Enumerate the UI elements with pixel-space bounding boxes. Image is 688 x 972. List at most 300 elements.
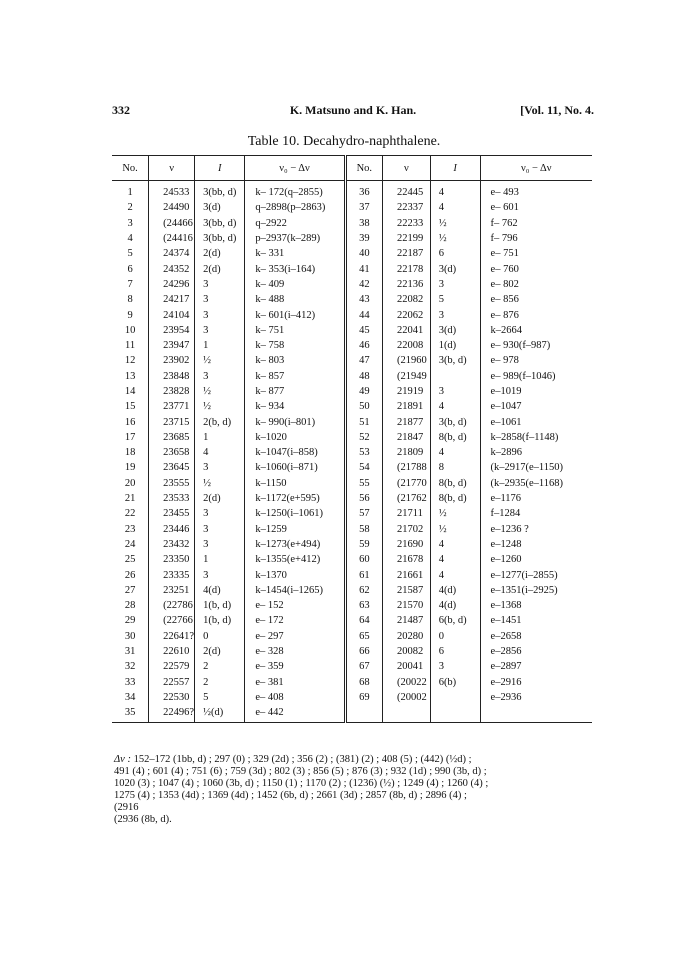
col-header-no-2: No.: [345, 156, 382, 181]
cell-shift: (k–2935(e–1168): [480, 476, 592, 491]
cell-intensity: 2: [195, 659, 245, 674]
cell-no: 38: [345, 216, 382, 231]
cell-shift: k– 331: [245, 246, 345, 261]
cell-intensity: ½: [430, 231, 480, 246]
cell-intensity: 8(b, d): [430, 476, 480, 491]
cell-no: 22: [124, 508, 136, 520]
cell-shift: k– 601(i–412): [245, 307, 345, 322]
cell-no: 7: [127, 278, 133, 290]
cell-shift: e–1368: [480, 598, 592, 613]
cell-shift: f–1284: [480, 506, 592, 521]
cell-no: 25: [124, 554, 136, 566]
cell-no: 35: [112, 705, 149, 723]
cell-nu: 23455: [149, 506, 195, 521]
cell-nu: 22187: [382, 246, 430, 261]
cell-no: 61: [345, 567, 382, 582]
cell-intensity: ½: [430, 522, 480, 537]
cell-nu: 22610: [149, 644, 195, 659]
cell-no: 6: [127, 263, 133, 275]
cell-no: 69: [345, 690, 382, 705]
cell-no: 58: [345, 522, 382, 537]
cell-intensity: 4: [430, 200, 480, 215]
cell-no: 40: [345, 246, 382, 261]
cell-no: 14: [124, 386, 136, 397]
cell-intensity: 2(d): [195, 246, 245, 261]
cell-no: 47: [345, 353, 382, 368]
cell-nu: 23533: [149, 491, 195, 506]
cell-nu: 22445: [382, 181, 430, 201]
table-row: [112, 460, 592, 475]
cell-shift: f– 796: [480, 231, 592, 246]
cell-nu: 22008: [382, 338, 430, 353]
table-caption: Table 10. Decahydro-naphthalene.: [247, 134, 441, 149]
cell-intensity: 3(bb, d): [195, 231, 245, 246]
cell-intensity: 3: [195, 460, 245, 475]
cell-intensity: 4: [430, 567, 480, 582]
table-row: [112, 598, 592, 613]
table-row: [112, 659, 592, 674]
cell-intensity: 3(b, d): [430, 353, 480, 368]
table-row: [112, 613, 592, 628]
cell-intensity: 3: [430, 277, 480, 292]
cell-nu: 24104: [149, 307, 195, 322]
cell-shift: k–1047(i–858): [245, 445, 345, 460]
table-row: [112, 506, 592, 521]
col-header-shift-2: ν₀ − Δν: [480, 156, 592, 181]
cell-shift: e–2897: [480, 659, 592, 674]
cell-intensity: 1: [195, 430, 245, 445]
cell-shift: e– 601: [480, 200, 592, 215]
cell-nu: 22641?: [149, 629, 195, 644]
cell-shift: k– 990(i–801): [245, 414, 345, 429]
cell-nu: 21877: [382, 414, 430, 429]
cell-no: 43: [345, 292, 382, 307]
cell-nu: 23658: [149, 445, 195, 460]
cell-nu: 23685: [149, 430, 195, 445]
cell-intensity: ½: [430, 506, 480, 521]
cell-intensity: 4: [430, 537, 480, 552]
footnote-line: (2916: [114, 802, 139, 813]
cell-no: 37: [345, 200, 382, 215]
table-row: [112, 323, 592, 338]
cell-no: 48: [345, 369, 382, 384]
cell-intensity: 3(d): [430, 323, 480, 338]
cell-no: 11: [125, 340, 136, 352]
cell-shift: k– 877: [245, 384, 345, 399]
table-row: [112, 690, 592, 705]
cell-nu: 21570: [382, 598, 430, 613]
cell-no: 54: [345, 460, 382, 475]
cell-no: 53: [345, 445, 382, 460]
cell-no: 41: [345, 261, 382, 276]
cell-intensity: ½: [195, 476, 245, 491]
cell-nu: 24217: [149, 292, 195, 307]
cell-shift: e–1061: [480, 414, 592, 429]
cell-intensity: ½(d): [195, 705, 245, 723]
cell-intensity: 3(b, d): [430, 414, 480, 429]
cell-nu: 21487: [382, 613, 430, 628]
cell-shift: k–1370: [245, 567, 345, 582]
cell-shift: e– 493: [480, 181, 592, 201]
col-header-shift: ν₀ − Δν: [245, 156, 345, 181]
cell-no: 30: [124, 630, 136, 642]
table-header-row: [112, 156, 592, 181]
cell-nu: 23828: [149, 384, 195, 399]
cell-nu: 23335: [149, 567, 195, 582]
cell-no: 23: [124, 523, 136, 535]
cell-no: 19: [124, 462, 136, 474]
cell-no: 21: [124, 493, 136, 505]
footnote-text: 152–172 (1bb, d) ; 297 (0) ; 329 (2d) ; 356 (2) ; (381) (2) ; 408 (5) ; (442) (½d) ;: [133, 754, 472, 765]
col-header-intensity-2: I: [430, 156, 480, 181]
cell-intensity: 3(bb, d): [195, 181, 245, 201]
cell-no: 52: [345, 430, 382, 445]
cell-nu: (22766: [149, 613, 195, 628]
cell-intensity: 4: [430, 445, 480, 460]
cell-no: 67: [345, 659, 382, 674]
footnote-line: 1020 (3) ; 1047 (4) ; 1060 (3b, d) ; 1150 (1) ; 1170 (2) ; (1236) (½) ; 1249 (4) ; 1260 (4) ;: [114, 778, 489, 789]
cell-shift: e– 989(f–1046): [480, 369, 592, 384]
page-number: 332: [112, 103, 130, 117]
table-row: [112, 445, 592, 460]
cell-shift: e– 328: [245, 644, 345, 659]
cell-shift: k– 488: [245, 292, 345, 307]
cell-shift: e– 856: [480, 292, 592, 307]
cell-shift: k– 751: [245, 323, 345, 338]
cell-intensity: 8: [430, 460, 480, 475]
cell-no: 62: [345, 583, 382, 598]
table-row: [112, 216, 592, 231]
cell-no: 15: [124, 401, 136, 413]
cell-shift: e–1236 ?: [480, 522, 592, 537]
cell-intensity: 6: [430, 246, 480, 261]
cell-nu: 21690: [382, 537, 430, 552]
cell-nu: 22530: [149, 690, 195, 705]
cell-intensity: 2(d): [195, 644, 245, 659]
cell-intensity: 5: [195, 690, 245, 705]
cell-intensity: 3: [195, 292, 245, 307]
table-row: [112, 583, 592, 598]
cell-intensity: 1: [195, 338, 245, 353]
cell-nu: 22062: [382, 307, 430, 322]
footnote: [114, 754, 592, 826]
cell-shift: k–1172(e+595): [245, 491, 345, 506]
cell-intensity: ½: [195, 384, 245, 399]
cell-shift: k– 857: [245, 369, 345, 384]
cell-nu: 21661: [382, 567, 430, 582]
cell-nu: [382, 705, 430, 723]
cell-intensity: [430, 705, 480, 723]
cell-nu: 22496?: [149, 705, 195, 723]
cell-no: 31: [124, 646, 136, 658]
cell-intensity: 3: [195, 323, 245, 338]
cell-nu: 23771: [149, 399, 195, 414]
cell-shift: k–1020: [245, 430, 345, 445]
cell-nu: 23555: [149, 476, 195, 491]
cell-shift: e–1351(i–2925): [480, 583, 592, 598]
cell-intensity: 1(b, d): [195, 613, 245, 628]
cell-shift: e–1260: [480, 552, 592, 567]
cell-no: 46: [345, 338, 382, 353]
cell-intensity: 2(b, d): [195, 414, 245, 429]
cell-shift: k– 803: [245, 353, 345, 368]
cell-nu: (24466: [149, 216, 195, 231]
cell-shift: e– 408: [245, 690, 345, 705]
table-row: [112, 644, 592, 659]
cell-intensity: 3: [430, 659, 480, 674]
cell-shift: e– 751: [480, 246, 592, 261]
cell-nu: 23902: [149, 353, 195, 368]
table-row: [112, 353, 592, 368]
cell-intensity: 3: [195, 522, 245, 537]
cell-shift: k– 758: [245, 338, 345, 353]
cell-shift: (k–2917(e–1150): [480, 460, 592, 475]
cell-nu: (21762: [382, 491, 430, 506]
cell-shift: e– 297: [245, 629, 345, 644]
table-row: [112, 537, 592, 552]
cell-no: 50: [345, 399, 382, 414]
cell-intensity: 3: [195, 369, 245, 384]
cell-no: 32: [124, 661, 136, 673]
cell-nu: 24374: [149, 246, 195, 261]
cell-shift: e–2916: [480, 675, 592, 690]
table-row: [112, 552, 592, 567]
cell-no: 10: [124, 324, 136, 336]
cell-shift: e– 760: [480, 261, 592, 276]
cell-intensity: 6: [430, 644, 480, 659]
cell-intensity: ½: [195, 399, 245, 414]
cell-shift: e– 802: [480, 277, 592, 292]
cell-no: 49: [345, 384, 382, 399]
cell-nu: 23251: [149, 583, 195, 598]
cell-shift: k–1454(i–1265): [245, 583, 345, 598]
cell-nu: 23947: [149, 338, 195, 353]
cell-no: 29: [124, 615, 136, 627]
cell-nu: 22557: [149, 675, 195, 690]
cell-no: 24: [124, 538, 136, 550]
cell-intensity: 4: [430, 399, 480, 414]
cell-intensity: 4: [195, 445, 245, 460]
cell-nu: 22579: [149, 659, 195, 674]
cell-intensity: 3(d): [430, 261, 480, 276]
cell-nu: (21770: [382, 476, 430, 491]
cell-intensity: 4(d): [195, 583, 245, 598]
cell-nu: 23645: [149, 460, 195, 475]
cell-no: 2: [127, 202, 133, 214]
cell-intensity: 1: [195, 552, 245, 567]
cell-nu: (21949: [382, 369, 430, 384]
table-row: [112, 675, 592, 690]
cell-no: 17: [124, 431, 136, 443]
cell-nu: (20002: [382, 690, 430, 705]
cell-nu: 22136: [382, 277, 430, 292]
table-row: [112, 307, 592, 322]
cell-no: 28: [124, 600, 136, 612]
cell-nu: 21702: [382, 522, 430, 537]
cell-shift: k–1250(i–1061): [245, 506, 345, 521]
col-header-no: No.: [112, 156, 149, 181]
cell-no: 42: [345, 277, 382, 292]
cell-nu: 22337: [382, 200, 430, 215]
col-header-intensity: I: [195, 156, 245, 181]
cell-no: 60: [345, 552, 382, 567]
table-row: [112, 476, 592, 491]
cell-no: 55: [345, 476, 382, 491]
cell-nu: (20022: [382, 675, 430, 690]
cell-nu: 24352: [149, 261, 195, 276]
volume-info: [Vol. 11, No. 4.: [520, 103, 594, 117]
cell-nu: 24296: [149, 277, 195, 292]
cell-shift: e–2856: [480, 644, 592, 659]
cell-shift: p–2937(k–289): [245, 231, 345, 246]
cell-no: 18: [124, 447, 136, 459]
cell-intensity: 6(b): [430, 675, 480, 690]
footnote-line: [114, 754, 592, 766]
cell-nu: 23954: [149, 323, 195, 338]
cell-intensity: 0: [430, 629, 480, 644]
table-row: [112, 491, 592, 506]
cell-shift: k– 409: [245, 277, 345, 292]
cell-no: [345, 705, 382, 723]
cell-nu: 23446: [149, 522, 195, 537]
cell-nu: 22233: [382, 216, 430, 231]
running-authors: K. Matsuno and K. Han.: [289, 103, 417, 117]
cell-shift: q–2898(p–2863): [245, 200, 345, 215]
cell-intensity: 3: [430, 384, 480, 399]
cell-shift: e–1277(i–2855): [480, 567, 592, 582]
table-row: [112, 200, 592, 215]
table-row: [112, 292, 592, 307]
cell-intensity: 4: [430, 181, 480, 201]
cell-intensity: 8(b, d): [430, 430, 480, 445]
cell-intensity: 3: [195, 277, 245, 292]
table-row: [112, 181, 592, 201]
cell-shift: e– 172: [245, 613, 345, 628]
cell-no: 3: [127, 217, 133, 229]
table-row: [112, 338, 592, 353]
cell-nu: (21960: [382, 353, 430, 368]
table-row: [112, 705, 592, 723]
cell-nu: 23350: [149, 552, 195, 567]
footnote-label: Δν :: [114, 754, 131, 765]
cell-no: 68: [345, 675, 382, 690]
cell-intensity: 1(d): [430, 338, 480, 353]
cell-nu: 21919: [382, 384, 430, 399]
cell-nu: 22082: [382, 292, 430, 307]
cell-intensity: ½: [430, 216, 480, 231]
table-row: [112, 231, 592, 246]
cell-nu: 22178: [382, 261, 430, 276]
cell-no: 13: [124, 370, 136, 382]
cell-shift: e– 876: [480, 307, 592, 322]
col-header-nu-2: ν: [382, 156, 430, 181]
cell-shift: e–1019: [480, 384, 592, 399]
footnote-line: 1275 (4) ; 1353 (4d) ; 1369 (4d) ; 1452 (6b, d) ; 2661 (3d) ; 2857 (8b, d) ; 2896 (4) ;: [114, 790, 467, 801]
cell-intensity: 4(d): [430, 598, 480, 613]
col-header-nu: ν: [149, 156, 195, 181]
cell-intensity: 4(d): [430, 583, 480, 598]
cell-intensity: 3: [430, 307, 480, 322]
cell-intensity: 6(b, d): [430, 613, 480, 628]
cell-shift: [480, 705, 592, 723]
cell-nu: 21587: [382, 583, 430, 598]
cell-no: 34: [124, 691, 136, 703]
cell-intensity: 2(d): [195, 491, 245, 506]
cell-shift: e–1176: [480, 491, 592, 506]
footnote-line: 491 (4) ; 601 (4) ; 751 (6) ; 759 (3d) ; 802 (3) ; 856 (5) ; 876 (3) ; 932 (1d) ; 990 (3b, d) ;: [114, 766, 487, 777]
cell-intensity: 3: [195, 307, 245, 322]
cell-shift: e– 978: [480, 353, 592, 368]
cell-no: 45: [345, 323, 382, 338]
cell-intensity: 5: [430, 292, 480, 307]
cell-nu: 22199: [382, 231, 430, 246]
cell-shift: f– 762: [480, 216, 592, 231]
cell-nu: 21809: [382, 445, 430, 460]
cell-nu: 24490: [149, 200, 195, 215]
cell-shift: k–1355(e+412): [245, 552, 345, 567]
table-row: [112, 629, 592, 644]
cell-no: 51: [345, 414, 382, 429]
cell-nu: 24533: [149, 181, 195, 201]
cell-no: 33: [124, 676, 136, 688]
running-header: [112, 103, 594, 119]
cell-no: 26: [124, 569, 136, 581]
cell-nu: 21711: [382, 506, 430, 521]
cell-no: 4: [127, 233, 133, 245]
cell-nu: 20041: [382, 659, 430, 674]
cell-nu: 21891: [382, 399, 430, 414]
cell-shift: e– 152: [245, 598, 345, 613]
cell-shift: k–2896: [480, 445, 592, 460]
cell-shift: e–1047: [480, 399, 592, 414]
cell-intensity: 3: [195, 506, 245, 521]
cell-no: 56: [345, 491, 382, 506]
cell-shift: e– 442: [245, 705, 345, 723]
footnote-line: (2936 (8b, d).: [114, 814, 172, 825]
cell-intensity: 1(b, d): [195, 598, 245, 613]
cell-no: 64: [345, 613, 382, 628]
cell-no: 1: [127, 187, 133, 199]
cell-no: 36: [345, 181, 382, 201]
cell-shift: e–1248: [480, 537, 592, 552]
cell-intensity: ½: [195, 353, 245, 368]
cell-no: 57: [345, 506, 382, 521]
cell-intensity: 3(d): [195, 200, 245, 215]
cell-shift: k–1259: [245, 522, 345, 537]
cell-nu: 21847: [382, 430, 430, 445]
cell-shift: e–1451: [480, 613, 592, 628]
table-row: [112, 522, 592, 537]
table-row: [112, 384, 592, 399]
cell-shift: e– 930(f–987): [480, 338, 592, 353]
cell-intensity: 8(b, d): [430, 491, 480, 506]
table-row: [112, 369, 592, 384]
cell-shift: k–2858(f–1148): [480, 430, 592, 445]
table-row: [112, 567, 592, 582]
cell-shift: e– 359: [245, 659, 345, 674]
cell-nu: (24416: [149, 231, 195, 246]
cell-no: 12: [124, 355, 136, 367]
cell-no: 65: [345, 629, 382, 644]
raman-frequency-table: [112, 155, 592, 723]
table-row: [112, 246, 592, 261]
cell-nu: 22041: [382, 323, 430, 338]
cell-no: 44: [345, 307, 382, 322]
cell-shift: k– 353(i–164): [245, 261, 345, 276]
cell-shift: k– 934: [245, 399, 345, 414]
cell-intensity: 2: [195, 675, 245, 690]
cell-no: 27: [124, 584, 136, 596]
